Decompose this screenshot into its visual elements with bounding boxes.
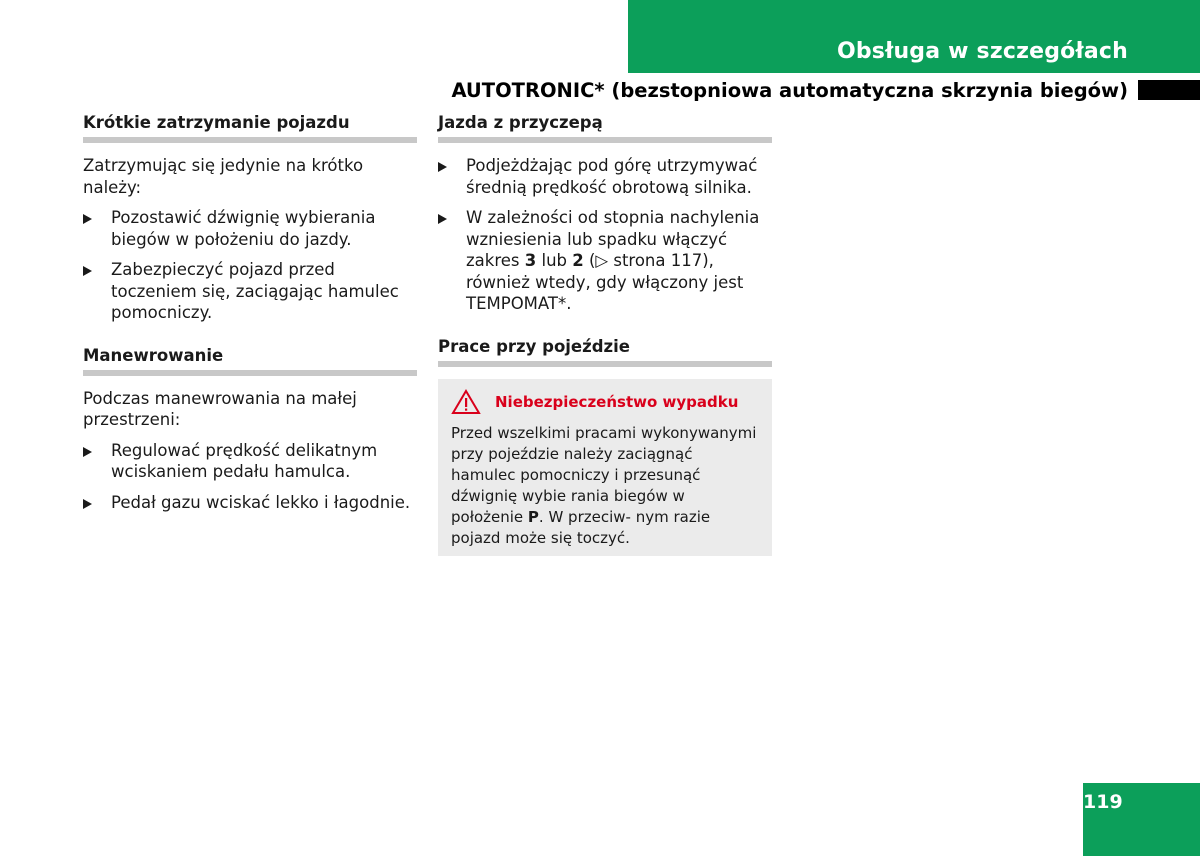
bullet-arrow-icon: [83, 214, 92, 224]
chapter-title: Obsługa w szczegółach: [836, 39, 1128, 64]
section-heading: Prace przy pojeździe: [438, 337, 772, 367]
text-run: (▷ strona 117), również wtedy, gdy włączony jest TEMPOMAT*.: [466, 251, 744, 313]
list-item-text: Regulować prędkość delikatnym wciskaniem pedału hamulca.: [111, 440, 378, 481]
section-subtitle: AUTOTRONIC* (bezstopniowa automatyczna skrzynia biegów): [451, 79, 1128, 102]
right-column: [438, 113, 772, 556]
left-column: [83, 113, 417, 513]
bullet-arrow-icon: [438, 162, 447, 172]
warning-box: [438, 379, 772, 556]
list-item: [83, 207, 417, 250]
warning-header: [451, 389, 759, 415]
list-item-text: Pozostawić dźwignię wybierania biegów w położeniu do jazdy.: [111, 208, 376, 249]
list-item-text: Zabezpieczyć pojazd przed toczeniem się, zaciągając hamulec pomocniczy.: [111, 260, 399, 322]
bullet-arrow-icon: [83, 447, 92, 457]
bullet-arrow-icon: [83, 266, 92, 276]
list-item-text: Podjeżdżając pod górę utrzymywać średnią prędkość obrotową silnika.: [466, 156, 758, 197]
list-item: [83, 259, 417, 324]
list-item: [438, 155, 772, 198]
section-intro: Zatrzymując się jedynie na krótko należy:: [83, 156, 364, 197]
section-heading: Manewrowanie: [83, 346, 417, 376]
text-run: . W przeciw- nym razie pojazd może się toczyć.: [451, 507, 711, 547]
warning-text: [451, 423, 759, 549]
section-intro: Podczas manewrowania na małej przestrzeni:: [83, 388, 357, 429]
text-run: W zależności od stopnia nachylenia wzniesienia lub spadku włączyć zakres: [466, 208, 760, 270]
gear-range-value: 2: [572, 251, 584, 270]
list-item: [83, 440, 417, 483]
section-heading: Krótkie zatrzymanie pojazdu: [83, 113, 417, 143]
page-number-tab: [1083, 783, 1200, 856]
chapter-header-bar: [628, 0, 1200, 73]
section-heading: Jazda z przyczepą: [438, 113, 772, 143]
bullet-arrow-icon: [438, 214, 447, 224]
list-item-text: Pedał gazu wciskać lekko i łagodnie.: [111, 492, 411, 512]
list-item: [83, 492, 417, 514]
bullet-arrow-icon: [83, 499, 92, 509]
section-tab-marker: [1138, 80, 1200, 100]
text-run: Przed wszelkimi pracami wykonywanymi przy pojeździe należy zaciągnąć hamulec pomocniczy i przesunąć dźwignię wybie rania biegów w położenie: [451, 423, 757, 526]
page-number: 119: [1083, 791, 1123, 813]
list-item-text: [466, 208, 759, 313]
gear-position-value: P: [527, 507, 539, 526]
text-run: lub: [536, 251, 573, 270]
list-item: [438, 207, 772, 315]
warning-title: Niebezpieczeństwo wypadku: [495, 392, 739, 411]
warning-triangle-icon: [451, 389, 481, 415]
gear-range-value: 3: [524, 251, 537, 270]
